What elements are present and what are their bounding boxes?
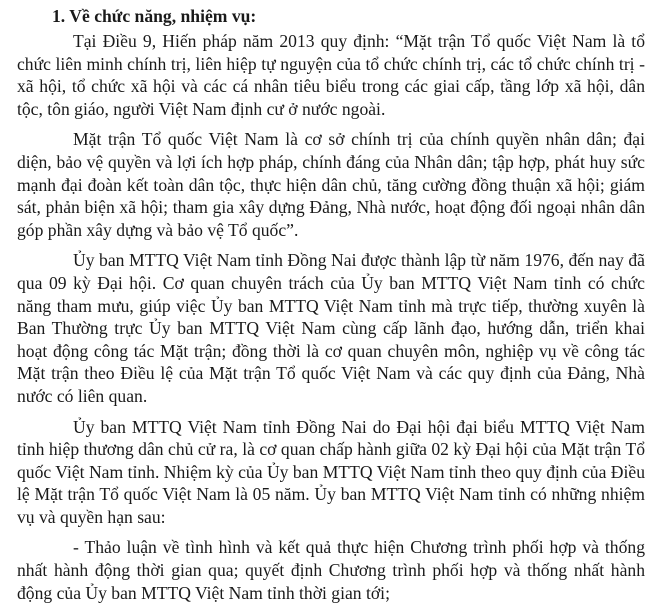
paragraph-front-political-basis: Mặt trận Tổ quốc Việt Nam là cơ sở chính trị của chính quyền nhân dân; đại diện, bảo vệ quyền và lợi ích hợp pháp, chính đáng của Nhân dân; tập hợp, phát huy sức mạnh đại đoàn kết toàn dân tộc, thực hiện dân chủ, tăng cường đồng thuận xã hội; giám sát, phản biện xã hội; tham gia xây dựng Đảng, Nhà nước, hoạt động đối ngoại nhân dân góp phần xây dựng và bảo vệ Tổ quốc”. bbox=[17, 129, 645, 240]
section-heading: 1. Về chức năng, nhiệm vụ: bbox=[52, 6, 257, 26]
paragraph-constitution-article-9: Tại Điều 9, Hiến pháp năm 2013 quy định: “Mặt trận Tổ quốc Việt Nam là tổ chức liên minh chính trị, liên hiệp tự nguyện của tổ chức chính trị, các tổ chức chính trị - xã hội, tổ chức xã hội và các cá nhân tiêu biểu trong các giai cấp, tầng lớp xã hội, dân tộc, tôn giáo, người Việt Nam định cư ở nước ngoài. bbox=[17, 31, 645, 119]
paragraph-duty-item-1: - Thảo luận về tình hình và kết quả thực hiện Chương trình phối hợp và thống nhất hành động thời gian qua; quyết định Chương trình phối hợp và thống nhất hành động của Ủy ban MTTQ Việt Nam tỉnh thời gian tới; bbox=[17, 537, 645, 603]
document-page bbox=[17, 4, 645, 612]
paragraph-dong-nai-committee-history: Ủy ban MTTQ Việt Nam tỉnh Đồng Nai được thành lập từ năm 1976, đến nay đã qua 09 kỳ Đại hội. Cơ quan chuyên trách của Ủy ban MTTQ Việt Nam tỉnh có chức năng tham mưu, giúp việc Ủy ban MTTQ Việt Nam tỉnh mà trực tiếp, thường xuyên là Ban Thường trực Ủy ban MTTQ Việt Nam cùng cấp lãnh đạo, hướng dẫn, triển khai hoạt động công tác Mặt trận; đồng thời là cơ quan chuyên môn, nghiệp vụ về công tác Mặt trận theo Điều lệ của Mặt trận Tổ quốc Việt Nam và các quy định của Đảng, Nhà nước có liên quan. bbox=[17, 250, 645, 406]
paragraph-committee-term-duties: Ủy ban MTTQ Việt Nam tỉnh Đồng Nai do Đại hội đại biểu MTTQ Việt Nam tỉnh hiệp thương dân chủ cử ra, là cơ quan chấp hành giữa 02 kỳ Đại hội của Mặt trận Tổ quốc Việt Nam tỉnh. Nhiệm kỳ của Ủy ban MTTQ Việt Nam tỉnh theo quy định của Điều lệ Mặt trận Tổ quốc Việt Nam là 05 năm. Ủy ban MTTQ Việt Nam tỉnh có những nhiệm vụ và quyền hạn sau: bbox=[17, 416, 645, 527]
